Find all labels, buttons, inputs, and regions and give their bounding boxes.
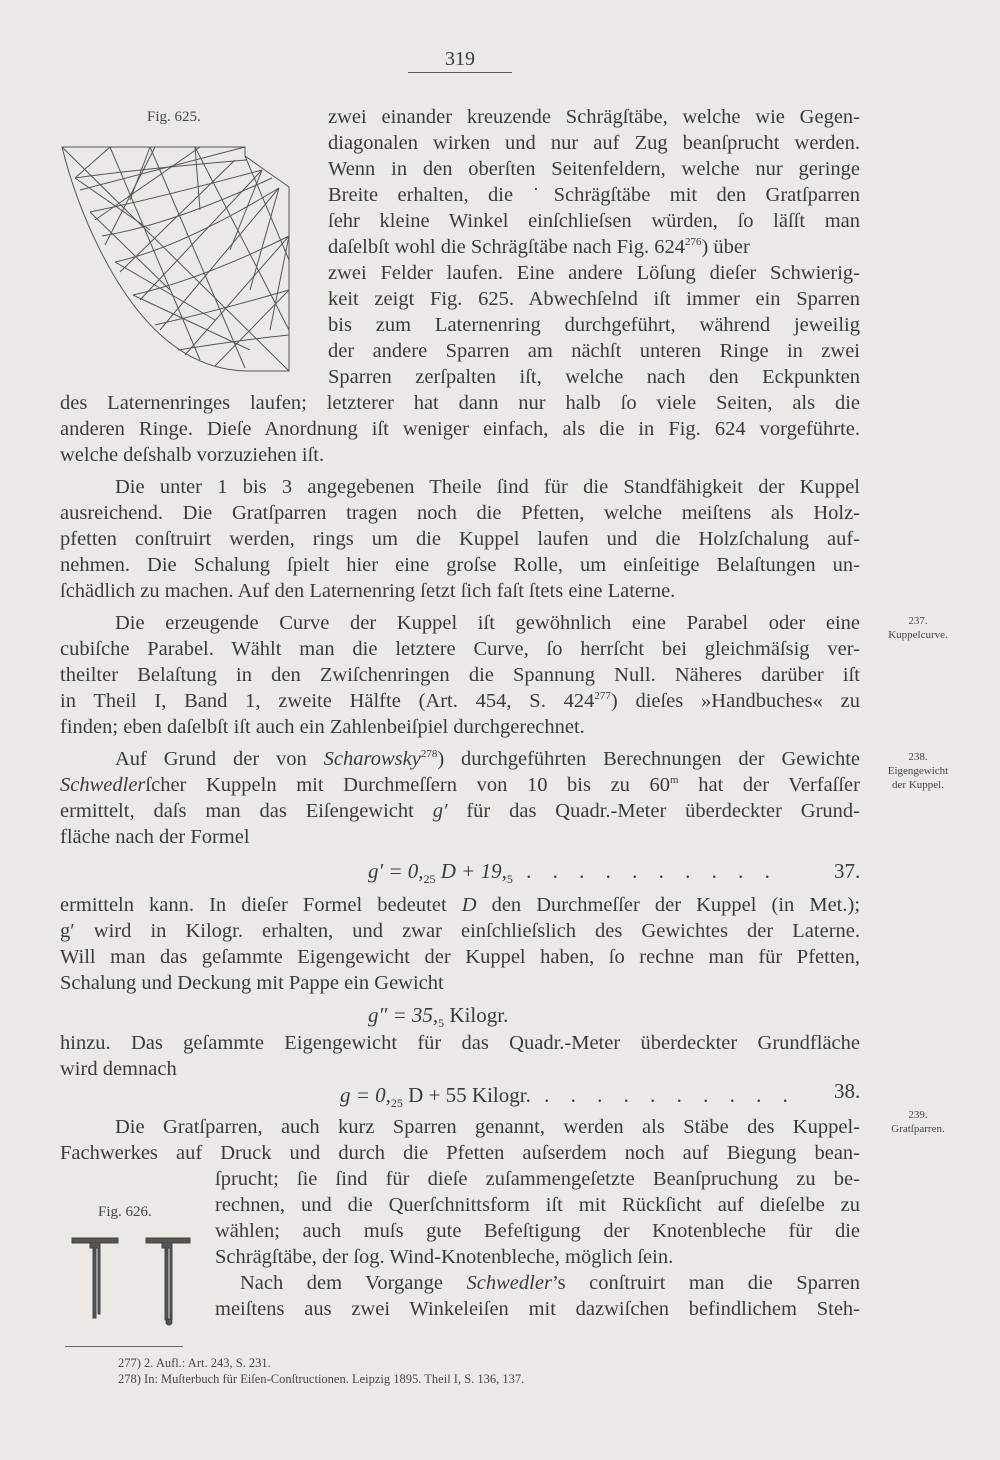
text-line: Breite erhalten, die ˙Schrägſtäbe mit den Gratſparren (328, 184, 860, 206)
text-line: rechnen, und die Querſchnittsform iſt mit Rückſicht auf dieſelbe zu (215, 1194, 860, 1216)
text-line: Sparren zerſpalten iſt, welche nach den Eckpunkten (328, 366, 860, 388)
text-line: Die Gratſparren, auch kurz Sparren genannt, werden als Stäbe des Kuppel- (115, 1116, 860, 1138)
text-line: zwei einander kreuzende Schrägſtäbe, welche wie Gegen- (328, 106, 860, 128)
equation-37: $g' = 0,_{25}$ $D + 19,_5$ . . . . . . . . . . (368, 859, 778, 887)
text-line: meiſtens aus zwei Winkeleiſen mit dazwiſchen befindlichem Steh- (215, 1298, 860, 1320)
text-line: Auf Grund der von Scharowsky$^{278}$) durchgeführten Berechnungen der Gewichte (115, 748, 860, 770)
text-line: daſelbſt wohl die Schrägſtäbe nach Fig. $624^{276}$) über (328, 236, 750, 258)
text-line: nehmen. Die Schalung ſpielt hier eine groſse Rolle, um einſeitige Belaſtungen un- (60, 554, 860, 576)
text-line: wählen; auch muſs gute Befeſtigung der Knotenbleche für die (215, 1220, 860, 1242)
text-line: cubiſche Parabel. Wählt man die letztere Curve, ſo herrſcht bei gleichmäſsig ver- (60, 638, 860, 660)
text-line: ſchädlich zu machen. Auf den Laternenring ſetzt ſich faſt ſtets eine Laterne. (60, 580, 676, 602)
text-line: bis zum Laternenring durchgeführt, während jeweilig (328, 314, 860, 336)
margin-note-238: 238. Eigengewicht der Kuppel. (887, 751, 949, 791)
text-line: hinzu. Das geſammte Eigengewicht für das Quadr.-Meter überdeckter Grundfläche (60, 1032, 860, 1054)
text-line: zwei Felder laufen. Eine andere Löſung dieſer Schwierig- (328, 262, 860, 284)
text-line: g′ wird in Kilogr. erhalten, und zwar einſchlieſslich des Gewichtes der Laterne. (60, 920, 860, 942)
margin-note-237: 237. Kuppelcurve. (888, 615, 948, 641)
text-line: anderen Ringe. Dieſe Anordnung iſt weniger einfach, als die in Fig. 624 vorgeführte. (60, 418, 860, 440)
text-line: diagonalen wirken und nur auf Zug beanſprucht werden. (328, 132, 860, 154)
text-line: Nach dem Vorgange Schwedler’s conſtruirt man die Sparren (240, 1272, 861, 1294)
text-line: fläche nach der Formel (60, 826, 250, 848)
equation-38-number: 38. (834, 1079, 861, 1103)
footnote-277: 277) 2. Aufl.: Art. 243, S. 231. (118, 1356, 271, 1370)
text-line: finden; eben daſelbſt iſt auch ein Zahlenbeiſpiel durchgerechnet. (60, 716, 585, 738)
text-line: Will man das geſammte Eigengewicht der Kuppel haben, ſo rechne man für Pfetten, (60, 946, 860, 968)
text-line: ermittelt, daſs man das Eiſengewicht g′ für das Quadr.-Meter überdeckter Grund- (60, 800, 861, 822)
text-line: Schalung und Deckung mit Pappe ein Gewicht (60, 972, 444, 994)
fig-626-caption: Fig. 626. (98, 1204, 152, 1220)
text-line: Die unter 1 bis 3 angegebenen Theile ſind für die Standfähigkeit der Kuppel (115, 476, 860, 498)
text-line: ſehr kleine Winkel einſchlieſsen würden, ſo läſſt man (328, 210, 860, 232)
footnote-rule (65, 1346, 183, 1347)
text-line: theilter Belaſtung in den Zwiſchenringen die Spannung Null. Näheres darüber iſt (60, 664, 860, 686)
text-line: Die erzeugende Curve der Kuppel iſt gewöhnlich eine Parabel oder eine (115, 612, 860, 634)
margin-note-239: 239. Gratſparren. (891, 1109, 945, 1135)
text-line: welche deſshalb vorzuziehen iſt. (60, 444, 325, 466)
text-line: Fachwerkes auf Druck und durch die Pfetten auſserdem noch auf Biegung bean- (60, 1142, 860, 1164)
text-line: ermitteln kann. In dieſer Formel bedeutet D den Durchmeſſer der Kuppel (in Met.); (60, 894, 861, 916)
text-line: der andere Sparren am nächſt unteren Ringe in zwei (328, 340, 860, 362)
text-line: Schrägſtäbe, der ſog. Wind-Knotenbleche, möglich ſein. (215, 1246, 674, 1268)
text-line: ausreichend. Die Gratſparren tragen noch die Pfetten, welche meiſtens als Holz- (60, 502, 860, 524)
text-line: keit zeigt Fig. 625. Abwechſelnd iſt immer ein Sparren (328, 288, 860, 310)
text-line: Wenn in den oberſten Seitenfeldern, welche nur geringe (328, 158, 860, 180)
footnote-278: 278) In: Muſterbuch für Eiſen-Conſtructionen. Leipzig 1895. Theil I, S. 136, 137. (118, 1372, 525, 1386)
fig-625-caption: Fig. 625. (147, 109, 201, 125)
text-line: pfetten conſtruirt werden, rings um die Kuppel laufen und die Holzſchalung auf- (60, 528, 860, 550)
page-number: 319 (445, 48, 475, 70)
text-line: in Theil I, Band 1, zweite Hälfte (Art. 454, S. $424^{277}$) dieſes »Handbuches« zu (60, 690, 860, 712)
text-line: ſprucht; ſie ſind für dieſe zuſammengeſetzte Beanſpruchung zu be- (215, 1168, 860, 1190)
equation-38: $g = 0,_{25}$ D + 55 Kilogr. . . . . . . . . . . (340, 1083, 796, 1111)
text-line: des Laternenringes laufen; letzterer hat dann nur halb ſo viele Seiten, als die (60, 392, 860, 414)
text-line: wird demnach (60, 1058, 177, 1080)
equation-37-number: 37. (834, 859, 861, 883)
equation-g-double-prime: $g'' = 35,_5$ Kilogr. (368, 1003, 509, 1031)
text-line: Schwedlerſcher Kuppeln mit Durchmeſſern von 10 bis zu 60$^m$ hat der Verfaſſer (60, 774, 860, 796)
